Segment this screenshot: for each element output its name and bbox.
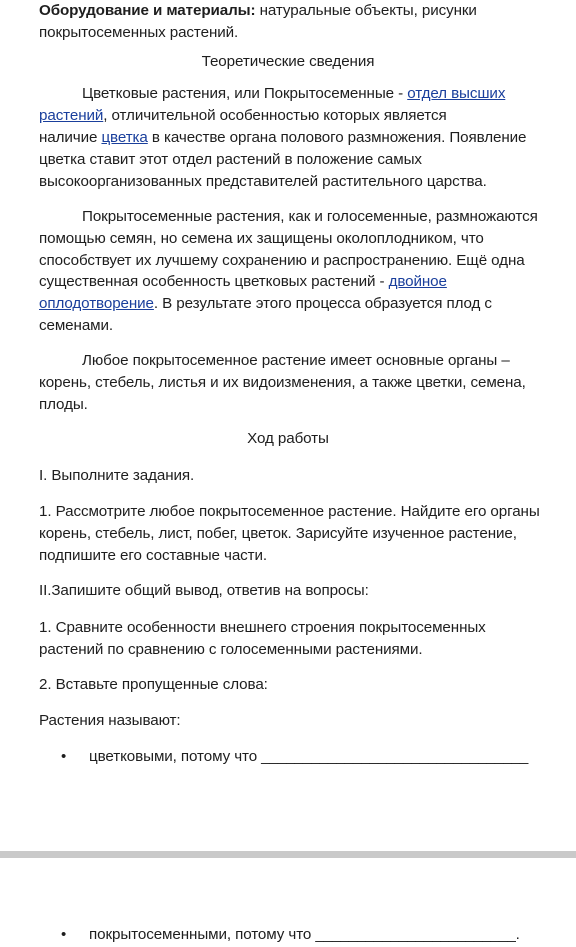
theory-p2-line-4 (39, 271, 447, 293)
p1-text: Цветковые растения, или Покрытосеменные - (82, 85, 408, 102)
equipment-text: натуральные объекты, рисунки (255, 2, 477, 19)
theory-p1-line-5: высокоорганизованных представителей растительного царства. (39, 173, 487, 190)
theory-p1-line-2 (39, 105, 447, 127)
theory-p2-line-2: помощью семян, но семена их защищены околоплодником, что (39, 230, 484, 247)
p1-text: наличие (39, 129, 102, 146)
theory-p2-line-3: способствует их лучшему сохранению и распространению. Ещё одна (39, 252, 525, 269)
equipment-line-2: покрытосеменных растений. (39, 24, 239, 41)
question-1-line-1: 1. Сравните особенности внешнего строения покрытосеменных (39, 619, 486, 636)
link-plants[interactable]: растений (39, 107, 104, 124)
page-break-divider (0, 851, 576, 858)
question-2: 2. Вставьте пропущенные слова: (39, 676, 268, 693)
theory-p2-line-6: семенами. (39, 317, 114, 334)
task-1-line-2: корень, стебель, лист, побег, цветок. Зарисуйте изученное растение, (39, 525, 517, 542)
p1-text: , отличительной особенностью которых является (103, 107, 447, 124)
bullet-item-flowering: цветковыми, потому что ________________________________ (89, 748, 529, 765)
equipment-label: Оборудование и материалы: (39, 2, 256, 19)
equipment-line-1 (39, 0, 477, 22)
theory-p1-line-3 (39, 127, 526, 149)
theory-heading: Теоретические сведения (201, 53, 375, 70)
theory-p2-line-5 (39, 293, 492, 315)
theory-p1-line-1 (82, 83, 505, 105)
theory-p3-line-3: плоды. (39, 396, 88, 413)
bullet-icon: • (61, 748, 67, 765)
plants-called-lead: Растения называют: (39, 712, 181, 729)
section-1-title: I. Выполните задания. (39, 467, 195, 484)
bullet-icon: • (61, 926, 67, 943)
theory-p3-line-1: Любое покрытосеменное растение имеет основные органы – (82, 352, 510, 369)
p2-text: существенная особенность цветковых растений - (39, 273, 389, 290)
link-division-higher-plants[interactable]: отдел высших (407, 85, 506, 102)
question-1-line-2: растений по сравнению с голосеменными растениями. (39, 641, 423, 658)
link-fertilization[interactable]: оплодотворение (39, 295, 154, 312)
task-1-line-3: подпишите его составные части. (39, 547, 268, 564)
theory-p3-line-2: корень, стебель, листья и их видоизменения, а также цветки, семена, (39, 374, 526, 391)
p1-text: в качестве органа полового размножения. Появление (147, 129, 527, 146)
section-2-title: II.Запишите общий вывод, ответив на вопросы: (39, 582, 369, 599)
theory-p1-line-4: цветка ставит этот отдел растений в положение самых (39, 151, 422, 168)
p2-text: . В результате этого процесса образуется плод с (153, 295, 492, 312)
link-flower[interactable]: цветка (101, 129, 148, 146)
bullet-item-angiosperms: покрытосеменными, потому что ________________________. (89, 926, 520, 943)
task-1-line-1: 1. Рассмотрите любое покрытосеменное растение. Найдите его органы (39, 503, 540, 520)
link-double-fertilization[interactable]: двойное (388, 273, 447, 290)
work-heading: Ход работы (247, 430, 329, 447)
theory-p2-line-1: Покрытосеменные растения, как и голосеменные, размножаются (82, 208, 538, 225)
